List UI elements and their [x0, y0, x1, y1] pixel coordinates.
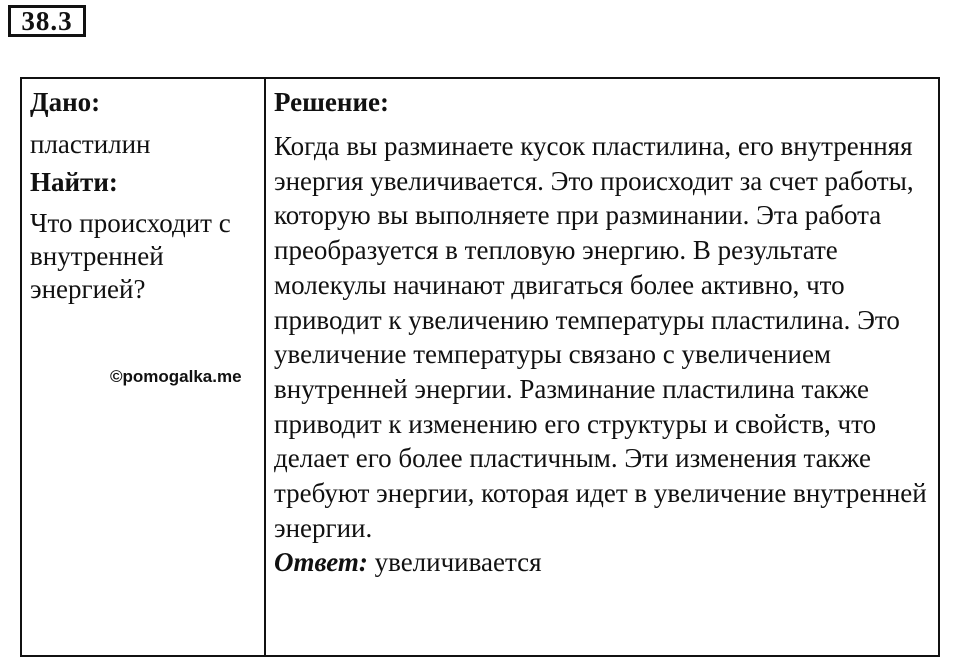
- task-table: [20, 77, 940, 657]
- problem-number: 38.3: [8, 5, 86, 37]
- solution-heading: Решение:: [274, 87, 389, 117]
- answer-value: увеличивается: [374, 547, 542, 578]
- solution-column: [266, 79, 938, 655]
- answer-line: [274, 545, 938, 579]
- solution-text: Когда вы разминаете кусок пластилина, его внутренняя энергия увеличивается. Это происходит за счет работы, которую вы выполняете при разминании. Эта работа преобразуется в тепловую энергию. В результате молекулы начинают двигаться более активно, что приводит к увеличению температуры пластилина. Это увеличение температуры связано с увеличением внутренней энергии. Разминание пластилина также приводит к изменению его структуры и свойств, что делает его более пластичным. Эти изменения также требуют энергии, которая идет в увеличение внутренней энергии.: [274, 131, 927, 543]
- find-question: Что происходит с внутренней энергией?: [30, 208, 231, 304]
- given-value: пластилин: [30, 129, 151, 159]
- answer-label: Ответ:: [274, 547, 368, 578]
- watermark: ©pomogalka.me: [110, 367, 242, 386]
- given-column: [22, 79, 266, 655]
- find-heading: Найти:: [30, 167, 118, 197]
- given-heading: Дано:: [30, 87, 101, 117]
